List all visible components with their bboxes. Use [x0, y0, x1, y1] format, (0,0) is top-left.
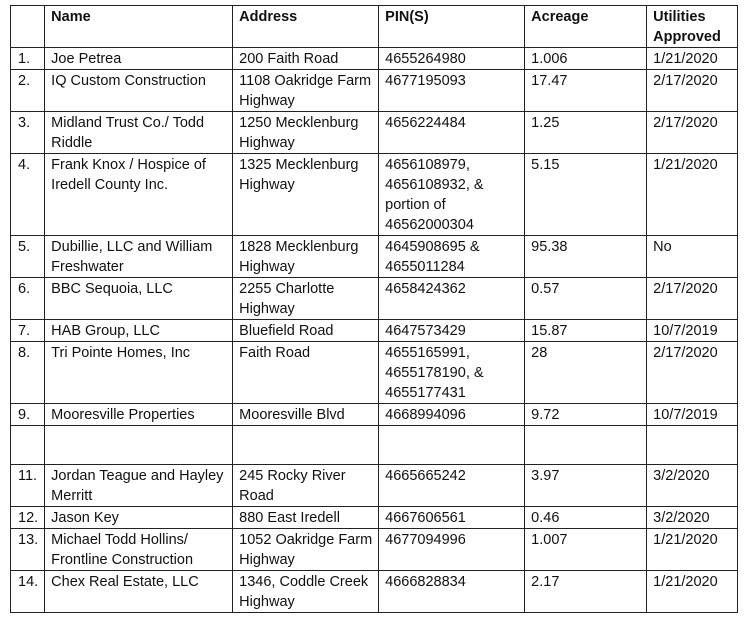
row-number: 6. — [11, 278, 45, 320]
approved-cell: 1/21/2020 — [647, 571, 738, 613]
row-number: 9. — [11, 404, 45, 426]
approved-cell: 2/17/2020 — [647, 342, 738, 404]
row-number: 11. — [11, 465, 45, 507]
pin-cell: 4677094996 — [379, 529, 525, 571]
acreage-cell: 1.007 — [525, 529, 647, 571]
table-row — [11, 320, 738, 342]
row-number: 12. — [11, 507, 45, 529]
name-cell: BBC Sequoia, LLC — [45, 278, 233, 320]
table-row — [11, 154, 738, 236]
header-pins: PIN(S) — [379, 6, 525, 48]
address-cell: 245 Rocky River Road — [233, 465, 379, 507]
pin-cell — [379, 426, 525, 465]
approved-cell: 10/7/2019 — [647, 320, 738, 342]
name-cell: Michael Todd Hollins/ Frontline Construction — [45, 529, 233, 571]
pin-cell: 4656224484 — [379, 112, 525, 154]
name-cell: Jason Key — [45, 507, 233, 529]
approved-cell: 1/21/2020 — [647, 48, 738, 70]
name-cell: HAB Group, LLC — [45, 320, 233, 342]
pin-cell: 4665665242 — [379, 465, 525, 507]
address-cell: 1250 Mecklenburg Highway — [233, 112, 379, 154]
acreage-cell: 0.57 — [525, 278, 647, 320]
name-cell: Joe Petrea — [45, 48, 233, 70]
row-number: 4. — [11, 154, 45, 236]
name-cell: Jordan Teague and Hayley Merritt — [45, 465, 233, 507]
acreage-cell: 9.72 — [525, 404, 647, 426]
address-cell: Mooresville Blvd — [233, 404, 379, 426]
address-cell: 1108 Oakridge Farm Highway — [233, 70, 379, 112]
name-cell: Tri Pointe Homes, Inc — [45, 342, 233, 404]
name-cell: Chex Real Estate, LLC — [45, 571, 233, 613]
approved-cell: No — [647, 236, 738, 278]
address-cell: 2255 Charlotte Highway — [233, 278, 379, 320]
table-row — [11, 465, 738, 507]
header-number — [11, 6, 45, 48]
table-row — [11, 236, 738, 278]
row-number — [11, 426, 45, 465]
approved-cell — [647, 426, 738, 465]
utilities-table — [10, 5, 738, 613]
address-cell: 1346, Coddle Creek Highway — [233, 571, 379, 613]
acreage-cell: 17.47 — [525, 70, 647, 112]
acreage-cell: 15.87 — [525, 320, 647, 342]
acreage-cell: 95.38 — [525, 236, 647, 278]
pin-cell: 4655165991, 4655178190, & 4655177431 — [379, 342, 525, 404]
approved-cell: 2/17/2020 — [647, 70, 738, 112]
approved-cell: 1/21/2020 — [647, 529, 738, 571]
row-number: 2. — [11, 70, 45, 112]
approved-cell: 2/17/2020 — [647, 278, 738, 320]
acreage-cell — [525, 426, 647, 465]
table-row — [11, 48, 738, 70]
table-row — [11, 529, 738, 571]
pin-cell: 4677195093 — [379, 70, 525, 112]
table-row — [11, 112, 738, 154]
approved-cell: 1/21/2020 — [647, 154, 738, 236]
acreage-cell: 3.97 — [525, 465, 647, 507]
name-cell: IQ Custom Construction — [45, 70, 233, 112]
row-number: 8. — [11, 342, 45, 404]
row-number: 13. — [11, 529, 45, 571]
row-number: 5. — [11, 236, 45, 278]
table-row — [11, 507, 738, 529]
row-number: 3. — [11, 112, 45, 154]
address-cell: 1052 Oakridge Farm Highway — [233, 529, 379, 571]
table-row — [11, 426, 738, 465]
pin-cell: 4667606561 — [379, 507, 525, 529]
pin-cell: 4658424362 — [379, 278, 525, 320]
header-name: Name — [45, 6, 233, 48]
row-number: 14. — [11, 571, 45, 613]
header-utilities-approved: Utilities Approved — [647, 6, 738, 48]
table-row — [11, 404, 738, 426]
acreage-cell: 2.17 — [525, 571, 647, 613]
table-row — [11, 278, 738, 320]
address-cell: 1828 Mecklenburg Highway — [233, 236, 379, 278]
name-cell: Frank Knox / Hospice of Iredell County Inc. — [45, 154, 233, 236]
acreage-cell: 1.25 — [525, 112, 647, 154]
row-number: 7. — [11, 320, 45, 342]
name-cell: Mooresville Properties — [45, 404, 233, 426]
acreage-cell: 0.46 — [525, 507, 647, 529]
table-row — [11, 70, 738, 112]
address-cell: 200 Faith Road — [233, 48, 379, 70]
address-cell — [233, 426, 379, 465]
header-acreage: Acreage — [525, 6, 647, 48]
pin-cell: 4645908695 & 4655011284 — [379, 236, 525, 278]
pin-cell: 4647573429 — [379, 320, 525, 342]
approved-cell: 3/2/2020 — [647, 507, 738, 529]
header-row — [11, 6, 738, 48]
address-cell: Faith Road — [233, 342, 379, 404]
pin-cell: 4655264980 — [379, 48, 525, 70]
address-cell: Bluefield Road — [233, 320, 379, 342]
table-row — [11, 342, 738, 404]
name-cell: Midland Trust Co./ Todd Riddle — [45, 112, 233, 154]
header-address: Address — [233, 6, 379, 48]
name-cell: Dubillie, LLC and William Freshwater — [45, 236, 233, 278]
approved-cell: 2/17/2020 — [647, 112, 738, 154]
pin-cell: 4656108979, 4656108932, & portion of 46562000304 — [379, 154, 525, 236]
approved-cell: 3/2/2020 — [647, 465, 738, 507]
address-cell: 1325 Mecklenburg Highway — [233, 154, 379, 236]
pin-cell: 4668994096 — [379, 404, 525, 426]
acreage-cell: 5.15 — [525, 154, 647, 236]
address-cell: 880 East Iredell — [233, 507, 379, 529]
approved-cell: 10/7/2019 — [647, 404, 738, 426]
acreage-cell: 1.006 — [525, 48, 647, 70]
pin-cell: 4666828834 — [379, 571, 525, 613]
name-cell — [45, 426, 233, 465]
acreage-cell: 28 — [525, 342, 647, 404]
row-number: 1. — [11, 48, 45, 70]
table-row — [11, 571, 738, 613]
